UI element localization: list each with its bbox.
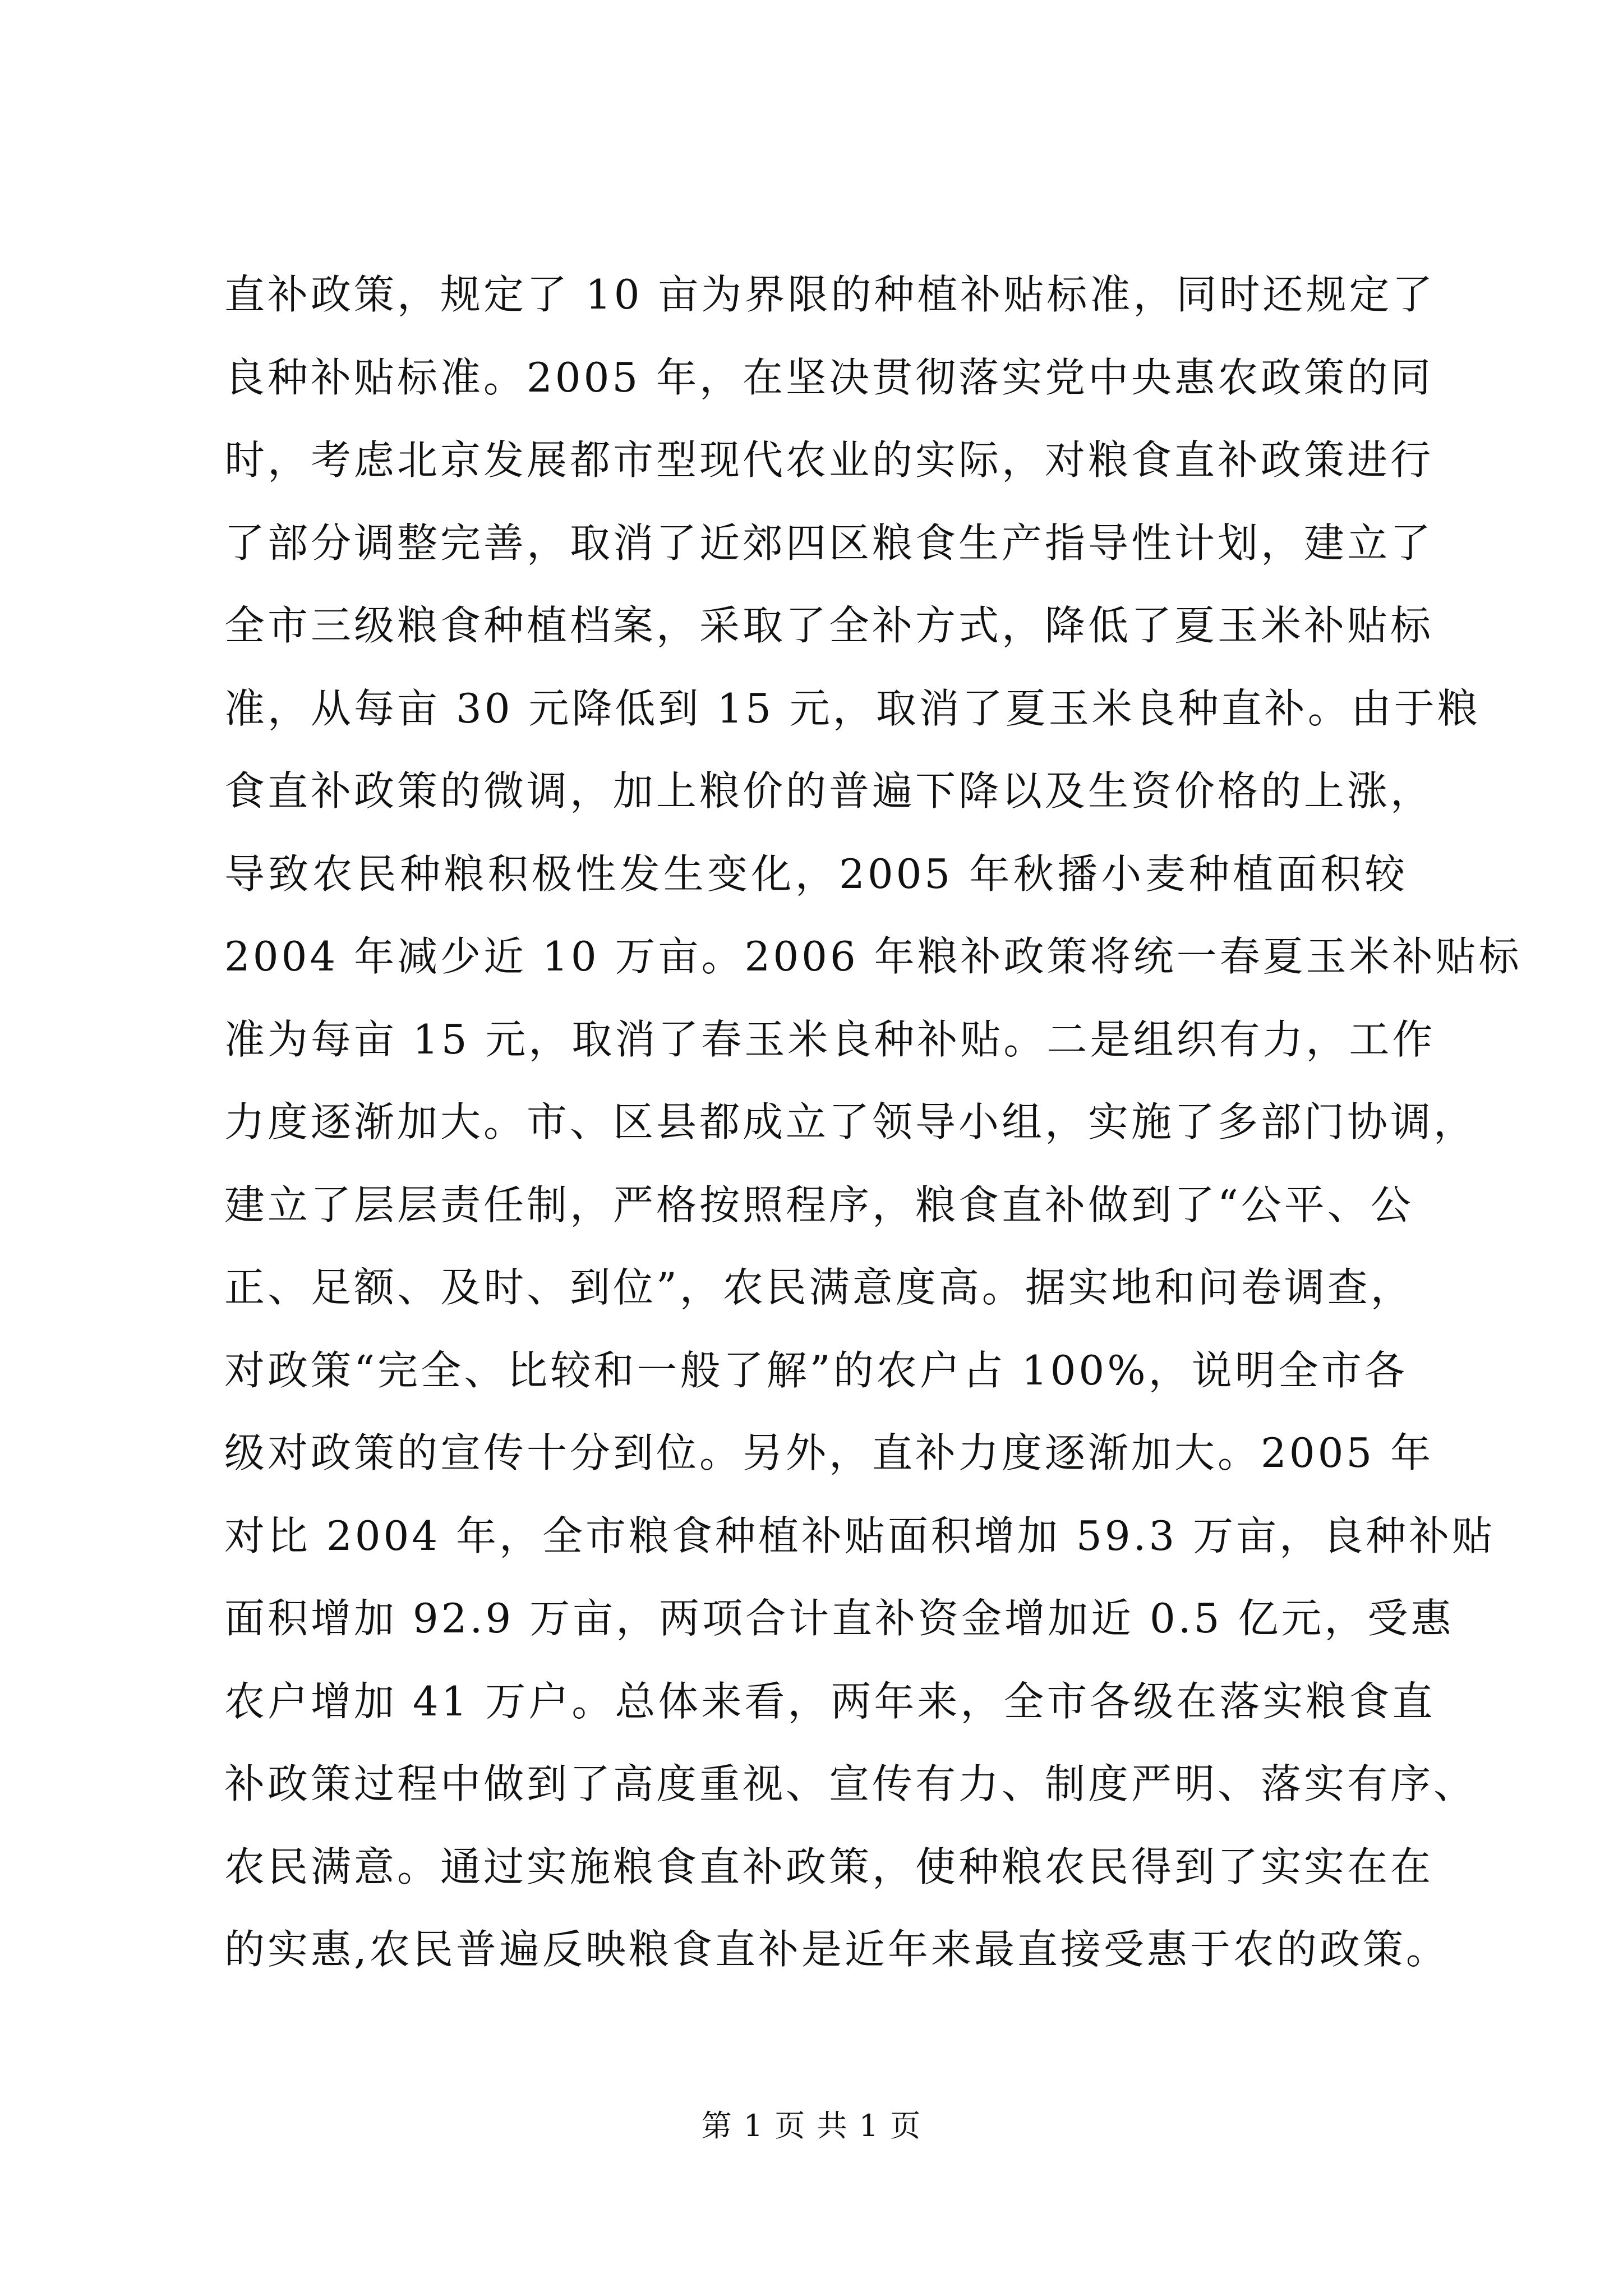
text-line: 导致农民种粮积极性发生变化，2005 年秋播小麦种植面积较 (224, 850, 1408, 898)
text-line: 食直补政策的微调，加上粮价的普遍下降以及生资价格的上涨， (224, 767, 1434, 815)
text-line: 正、足额、及时、到位”，农民满意度高。据实地和问卷调查， (224, 1264, 1414, 1311)
text-line: 直补政策，规定了 10 亩为界限的种植补贴标准，同时还规定了 (224, 271, 1436, 318)
text-line: 良种补贴标准。2005 年，在坚决贯彻落实党中央惠农政策的同 (224, 353, 1434, 401)
text-line: 面积增加 92.9 万亩，两项合计直补资金增加近 0.5 亿元，受惠 (224, 1595, 1454, 1642)
text-line: 农户增加 41 万户。总体来看，两年来，全市各级在落实粮食直 (224, 1677, 1436, 1725)
text-line: 力度逐渐加大。市、区县都成立了领导小组，实施了多部门协调， (224, 1098, 1477, 1145)
text-line: 2004 年减少近 10 万亩。2006 年粮补政策将统一春夏玉米补贴标 (224, 933, 1522, 980)
text-line: 建立了层层责任制，严格按照程序，粮食直补做到了“公平、公 (224, 1181, 1414, 1228)
text-line: 补政策过程中做到了高度重视、宣传有力、制度严明、落实有序、 (224, 1760, 1477, 1807)
text-line: 农民满意。通过实施粮食直补政策，使种粮农民得到了实实在在 (224, 1843, 1434, 1890)
text-line: 全市三级粮食种植档案，采取了全补方式，降低了夏玉米补贴标 (224, 602, 1434, 649)
text-line: 对比 2004 年，全市粮食种植补贴面积增加 59.3 万亩，良种补贴 (224, 1512, 1496, 1559)
text-line: 准，从每亩 30 元降低到 15 元，取消了夏玉米良种直补。由于粮 (224, 684, 1481, 732)
text-line: 的实惠,农民普遍反映粮食直补是近年来最直接受惠于农的政策。 (224, 1926, 1449, 1973)
text-line: 了部分调整完善，取消了近郊四区粮食生产指导性计划，建立了 (224, 519, 1434, 567)
text-line: 级对政策的宣传十分到位。另外，直补力度逐渐加大。2005 年 (224, 1429, 1434, 1476)
body-paragraph (224, 254, 1522, 1991)
text-line: 准为每亩 15 元，取消了春玉米良种补贴。二是组织有力，工作 (224, 1015, 1436, 1063)
text-line: 时，考虑北京发展都市型现代农业的实际，对粮食直补政策进行 (224, 436, 1434, 484)
page-footer: 第 1 页 共 1 页 (701, 2108, 922, 2143)
text-line: 对政策“完全、比较和一般了解”的农户占 100%，说明全市各 (224, 1346, 1408, 1394)
